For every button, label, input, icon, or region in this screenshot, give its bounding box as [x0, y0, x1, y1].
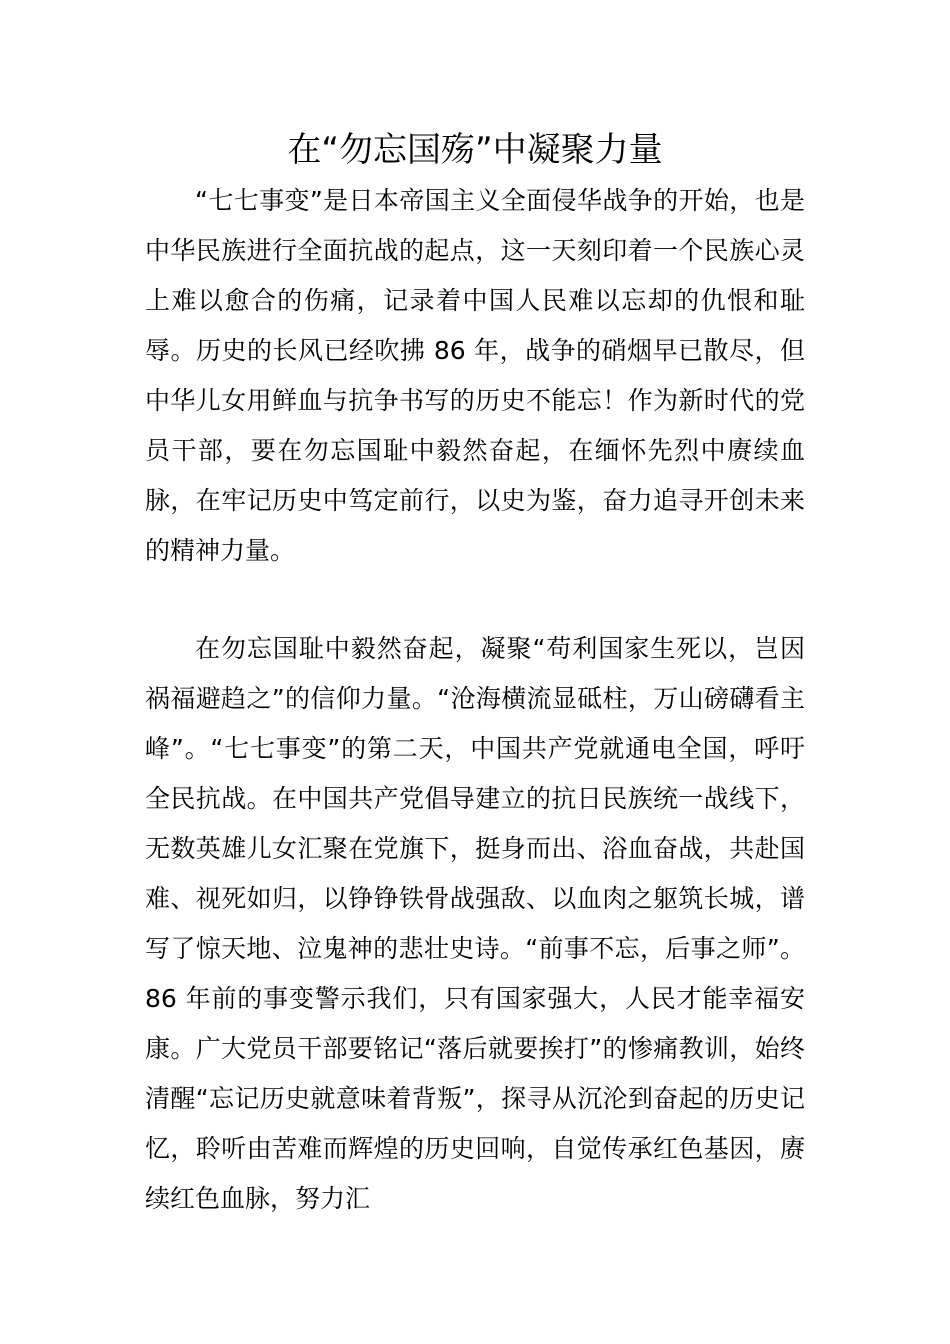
- paragraph-2: 在勿忘国耻中毅然奋起，凝聚“苟利国家生死以，岂因祸福避趋之”的信仰力量。“沧海横流显砥柱，万山磅礴看主峰”。“七七事变”的第二天，中国共产党就通电全国，呼吁全民抗战。在中国共产党倡导建立的抗日民族统一战线下，无数英雄儿女汇聚在党旗下，挺身而出、浴血奋战，共赴国难、视死如归，以铮铮铁骨战强敌、以血肉之躯筑长城，谱写了惊天地、泣鬼神的悲壮史诗。“前事不忘，后事之师”。86 年前的事变警示我们，只有国家强大，人民才能幸福安康。广大党员干部要铭记“落后就要挨打”的惨痛教训，始终清醒“忘记历史就意味着背叛”，探寻从沉沦到奋起的历史记忆，聆听由苦难而辉煌的历史回响，自觉传承红色基因，赓续红色血脉，努力汇: [145, 634, 805, 1213]
- document-title: 在“勿忘国殇”中凝聚力量: [287, 130, 663, 170]
- paragraph-1: “七七事变”是日本帝国主义全面侵华战争的开始，也是中华民族进行全面抗战的起点，这一天刻印着一个民族心灵上难以愈合的伤痛，记录着中国人民难以忘却的仇恨和耻辱。历史的长风已经吹拂 86 年，战争的硝烟早已散尽，但中华儿女用鲜血与抗争书写的历史不能忘！作为新时代的党员干部，要在勿忘国耻中毅然奋起，在缅怀先烈中赓续血脉，在牢记历史中笃定前行，以史为鉴，奋力追寻开创未来的精神力量。: [145, 186, 805, 565]
